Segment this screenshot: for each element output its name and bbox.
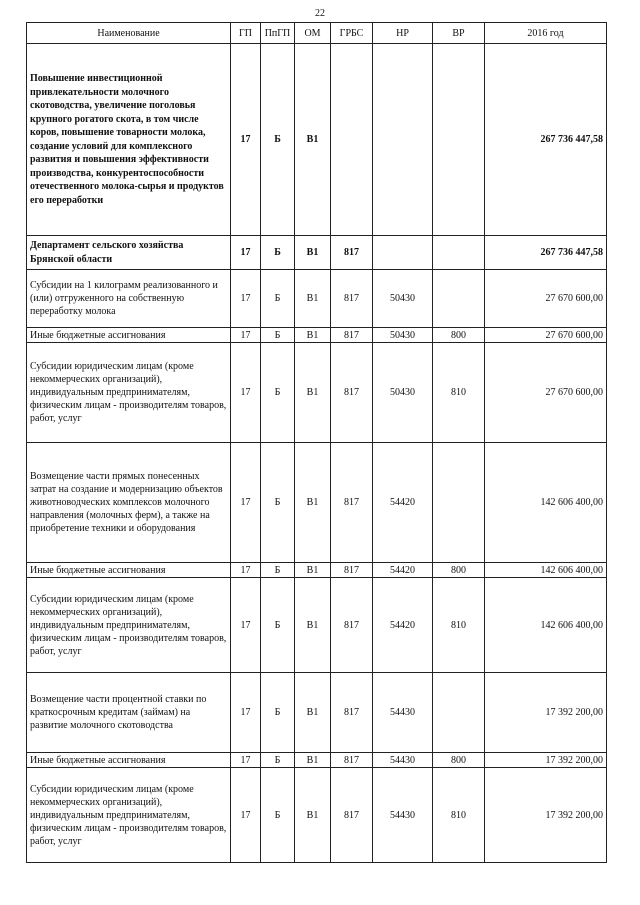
row-gp: 17: [231, 563, 261, 578]
header-year: 2016 год: [485, 23, 607, 44]
row-nr: 54420: [373, 443, 433, 563]
row-om: В1: [295, 44, 331, 236]
row-vr: 800: [433, 563, 485, 578]
row-ppgp: Б: [261, 443, 295, 563]
row-vr: [433, 236, 485, 270]
row-grbs: 817: [331, 343, 373, 443]
row-nr: 54430: [373, 673, 433, 753]
row-gp: 17: [231, 753, 261, 768]
table-row: [27, 768, 607, 863]
row-vr: [433, 44, 485, 236]
header-gp: ГП: [231, 23, 261, 44]
row-nr: 54430: [373, 753, 433, 768]
row-name: Иные бюджетные ассигнования: [27, 753, 231, 768]
row-vr: 810: [433, 343, 485, 443]
row-nr: 50430: [373, 270, 433, 328]
row-name: Субсидии на 1 килограмм реализованного и (или) отгруженного на собственную переработку молока: [27, 270, 231, 328]
header-nr: НР: [373, 23, 433, 44]
row-amount: 142 606 400,00: [485, 563, 607, 578]
row-ppgp: Б: [261, 343, 295, 443]
row-vr: 800: [433, 753, 485, 768]
table-row: [27, 443, 607, 563]
row-grbs: 817: [331, 753, 373, 768]
table-row: [27, 236, 607, 270]
row-amount: 142 606 400,00: [485, 443, 607, 563]
row-nr: 54430: [373, 768, 433, 863]
row-om: В1: [295, 236, 331, 270]
row-name: Возмещение части прямых понесенных затрат на создание и модернизацию объектов животноводческих комплексов молочного направления (молочных ферм), а также на приобретение техники и оборудования: [27, 443, 231, 563]
row-gp: 17: [231, 328, 261, 343]
row-gp: 17: [231, 343, 261, 443]
row-ppgp: Б: [261, 753, 295, 768]
row-name: Иные бюджетные ассигнования: [27, 563, 231, 578]
row-amount: 17 392 200,00: [485, 768, 607, 863]
budget-table: [26, 22, 607, 863]
row-om: В1: [295, 443, 331, 563]
row-grbs: [331, 44, 373, 236]
row-om: В1: [295, 768, 331, 863]
page-number: 22: [315, 8, 325, 19]
header-name: Наименование: [27, 23, 231, 44]
row-gp: 17: [231, 443, 261, 563]
row-ppgp: Б: [261, 768, 295, 863]
row-amount: 27 670 600,00: [485, 270, 607, 328]
row-nr: 54420: [373, 578, 433, 673]
row-grbs: 817: [331, 578, 373, 673]
row-name: Департамент сельского хозяйства Брянской области: [27, 236, 231, 270]
row-nr: 50430: [373, 343, 433, 443]
row-om: В1: [295, 578, 331, 673]
row-vr: 810: [433, 578, 485, 673]
row-ppgp: Б: [261, 328, 295, 343]
row-grbs: 817: [331, 328, 373, 343]
table-row: [27, 753, 607, 768]
row-ppgp: Б: [261, 44, 295, 236]
header-om: ОМ: [295, 23, 331, 44]
row-vr: 810: [433, 768, 485, 863]
row-ppgp: Б: [261, 578, 295, 673]
table-header-row: [27, 23, 607, 44]
row-amount: 17 392 200,00: [485, 753, 607, 768]
row-nr: 50430: [373, 328, 433, 343]
table-row: [27, 270, 607, 328]
row-ppgp: Б: [261, 270, 295, 328]
row-nr: [373, 236, 433, 270]
row-gp: 17: [231, 578, 261, 673]
row-vr: [433, 673, 485, 753]
row-ppgp: Б: [261, 673, 295, 753]
row-amount: 27 670 600,00: [485, 343, 607, 443]
table-row: [27, 44, 607, 236]
row-grbs: 817: [331, 768, 373, 863]
row-name: Повышение инвестиционной привлекательности молочного скотоводства, увеличение поголовья крупного рогатого скота, в том числе коров, повышение товарности молока, создание условий для комплексного развития и повышения эффективности производства, конкурентоспособности отечественного молока-сырья и продуктов его переработки: [27, 44, 231, 236]
row-om: В1: [295, 270, 331, 328]
row-amount: 267 736 447,58: [485, 236, 607, 270]
row-gp: 17: [231, 236, 261, 270]
header-vr: ВР: [433, 23, 485, 44]
row-name: Иные бюджетные ассигнования: [27, 328, 231, 343]
row-name: Субсидии юридическим лицам (кроме некоммерческих организаций), индивидуальным предпринимателям, физическим лицам - производителям товаров, работ, услуг: [27, 768, 231, 863]
row-om: В1: [295, 343, 331, 443]
row-ppgp: Б: [261, 236, 295, 270]
row-grbs: 817: [331, 443, 373, 563]
table-row: [27, 673, 607, 753]
row-nr: 54420: [373, 563, 433, 578]
row-amount: 142 606 400,00: [485, 578, 607, 673]
row-om: В1: [295, 328, 331, 343]
row-name: Субсидии юридическим лицам (кроме некоммерческих организаций), индивидуальным предпринимателям, физическим лицам - производителям товаров, работ, услуг: [27, 343, 231, 443]
table-row: [27, 578, 607, 673]
row-om: В1: [295, 673, 331, 753]
row-vr: [433, 270, 485, 328]
row-gp: 17: [231, 673, 261, 753]
row-vr: [433, 443, 485, 563]
row-grbs: 817: [331, 563, 373, 578]
table-row: [27, 343, 607, 443]
row-gp: 17: [231, 768, 261, 863]
row-amount: 27 670 600,00: [485, 328, 607, 343]
row-ppgp: Б: [261, 563, 295, 578]
row-gp: 17: [231, 270, 261, 328]
row-grbs: 817: [331, 236, 373, 270]
row-grbs: 817: [331, 270, 373, 328]
table-row: [27, 328, 607, 343]
row-amount: 267 736 447,58: [485, 44, 607, 236]
row-vr: 800: [433, 328, 485, 343]
row-amount: 17 392 200,00: [485, 673, 607, 753]
header-grbs: ГРБС: [331, 23, 373, 44]
row-gp: 17: [231, 44, 261, 236]
row-nr: [373, 44, 433, 236]
row-grbs: 817: [331, 673, 373, 753]
row-om: В1: [295, 563, 331, 578]
row-name: Субсидии юридическим лицам (кроме некоммерческих организаций), индивидуальным предпринимателям, физическим лицам - производителям товаров, работ, услуг: [27, 578, 231, 673]
header-ppgp: ПпГП: [261, 23, 295, 44]
row-om: В1: [295, 753, 331, 768]
table-row: [27, 563, 607, 578]
row-name: Возмещение части процентной ставки по краткосрочным кредитам (займам) на развитие молочного скотоводства: [27, 673, 231, 753]
